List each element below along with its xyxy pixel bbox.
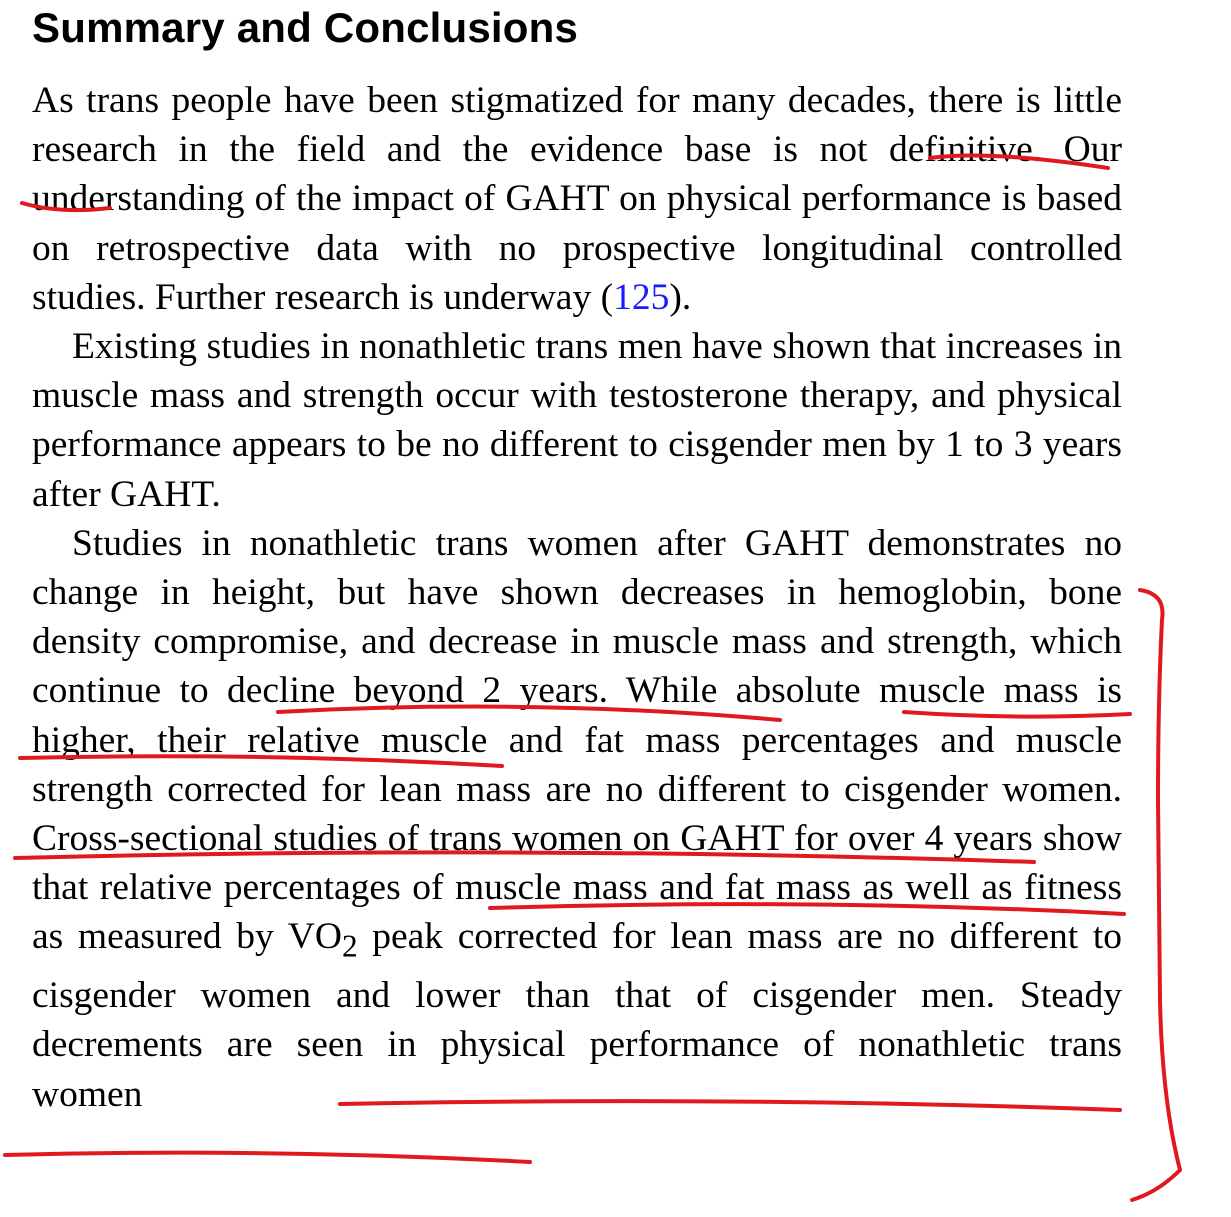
paragraph-1-text: As trans people have been stigmatized for many decades, there is little research in the field and the evidence base is not definitive. Our understanding of the impact of GAHT on physical performance is based on retrospective data with no prospective longitudinal controlled studies. Further research is underway ( — [32, 80, 1122, 318]
paragraph-3-end: peak corrected for lean mass are no different to cisgender women and lower than that of cisgender men. Steady decrements are seen in physical performance of nonathletic trans women — [32, 916, 1122, 1115]
paragraph-2: Existing studies in nonathletic trans men have shown that increases in muscle mass and strength occur with testosterone therapy, and physical performance appears to be no different to cisgender men by 1 to 3 years after GAHT. — [32, 326, 1122, 515]
underline-than-cisgender-men — [5, 1153, 530, 1162]
paragraph-1-end: ). — [669, 276, 692, 318]
bracket-annotation — [1132, 590, 1180, 1200]
body-text — [32, 76, 1122, 1119]
paragraph-3 — [32, 519, 1122, 1119]
paragraph-1 — [32, 76, 1122, 322]
paragraph-3-text: Studies in nonathletic trans women after GAHT demonstrates no change in height, but have shown decreases in hemoglobin, bone density compromise, and decrease in muscle mass and strength, which continue to decline beyond 2 years. While absolute muscle mass is higher, their relative muscle and fat mass percentages and muscle strength corrected for lean mass are no different to cisgender women. Cross-sectional studies of trans women on GAHT for over 4 years show that relative percentages of muscle mass and fat mass as well as fitness as measured by VO — [32, 522, 1122, 958]
citation-link[interactable]: 125 — [613, 276, 670, 318]
section-heading: Summary and Conclusions — [32, 4, 579, 51]
subscript-2: 2 — [341, 928, 358, 964]
